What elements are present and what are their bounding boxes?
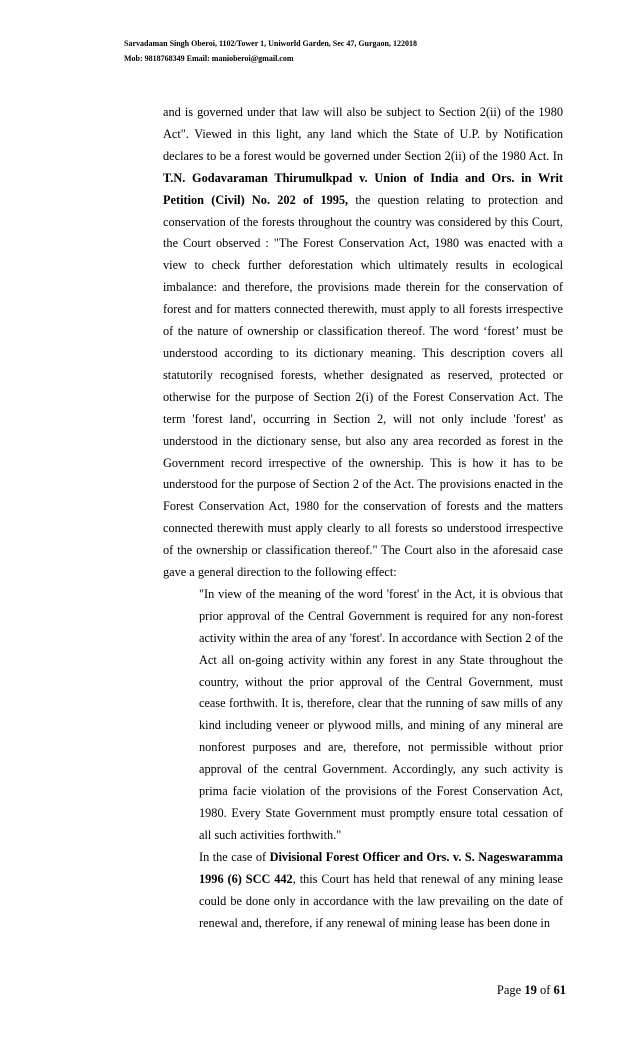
page-label: Page <box>496 983 525 997</box>
case-citation-nageswaramma: Divisional Forest Officer and Ors. v. S. Nageswaramma 1996 (6) SCC 442 <box>199 849 563 886</box>
paragraph-main <box>163 102 563 584</box>
page-of-label: of <box>536 983 554 997</box>
paragraph-nageswaramma-text-2: , this Court has held that renewal of any mining lease could be done only in accordance with the law prevailing on the date of renewal and, therefore, if any renewal of mining lease has been done in <box>199 871 563 930</box>
header-contact-line: Mob: 9818768349 Email: manioberoi@gmail.com <box>124 54 294 63</box>
header-address-line: Sarvadaman Singh Oberoi, 1102/Tower 1, Uniworld Garden, Sec 47, Gurgaon, 122018 <box>124 39 417 48</box>
paragraph-nageswaramma-text-1: In the case of <box>199 849 270 864</box>
paragraph-main-text-1: and is governed under that law will also be subject to Section 2(ii) of the 1980 Act". Viewed in this light, any land which the State of U.P. by Notification declares to be a forest would be governed under Section 2(ii) of the 1980 Act. In <box>163 105 563 163</box>
page-header <box>124 36 417 66</box>
case-citation-godavaraman: T.N. Godavaraman Thirumulkpad v. Union of India and Ors. in Writ Petition (Civil) No. 202 of 1995, <box>163 170 563 207</box>
page-total: 61 <box>553 983 566 997</box>
page-current: 19 <box>524 983 537 997</box>
document-body <box>163 102 563 934</box>
page-number <box>497 983 566 998</box>
paragraph-nageswaramma <box>199 847 563 935</box>
paragraph-main-text-2: the question relating to protection and conservation of the forests throughout the country was considered by this Court, the Court observed : "The Forest Conservation Act, 1980 was enacted with a view to check further deforestation which ultimately results in ecological imbalance: and therefore, the provisions made therein for the conservation of forest and for matters connected therewith, must apply to all forests irrespective of the nature of ownership or classification thereof. The word ‘forest’ must be understood according to its dictionary meaning. This description covers all statutorily recognised forests, whether designated as reserved, protected or otherwise for the purpose of Section 2(i) of the Forest Conservation Act. The term 'forest land', occurring in Section 2, will not only include 'forest' as understood in the dictionary sense, but also any area recorded as forest in the Government record irrespective of the ownership. This is how it has to be understood for the purpose of Section 2 of the Act. The provisions enacted in the Forest Conservation Act, 1980 for the conservation of forests and the matters connected therewith must apply clearly to all forests so understood irrespective of the ownership or classification thereof." The Court also in the aforesaid case gave a general direction to the following effect: <box>163 192 563 580</box>
quoted-direction: "In view of the meaning of the word 'forest' in the Act, it is obvious that prior approval of the Central Government is required for any non-forest activity within the area of any 'forest'. In accordance with Section 2 of the Act all on-going activity within any forest in any State throughout the country, without the prior approval of the Central Government, must cease forthwith. It is, therefore, clear that the running of saw mills of any kind including veneer or plywood mills, and mining of any mineral are nonforest purposes and are, therefore, not permissible without prior approval of the central Government. Accordingly, any such activity is prima facie violation of the provisions of the Forest Conservation Act, 1980. Every State Government must promptly ensure total cessation of all such activities forthwith." <box>199 586 563 842</box>
